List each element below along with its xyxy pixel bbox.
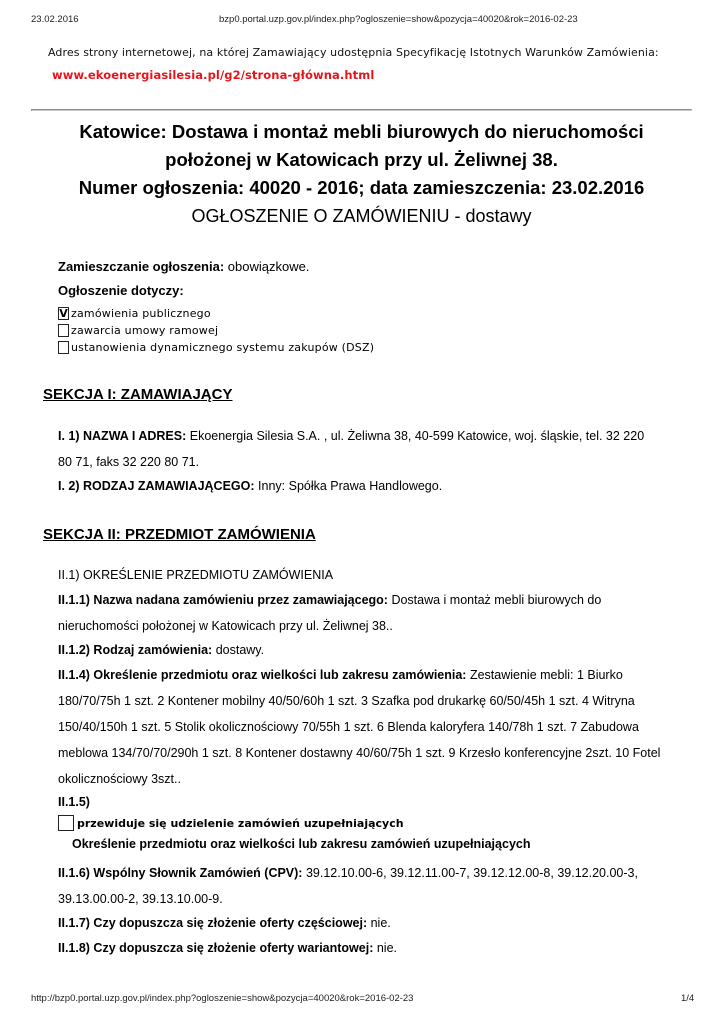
section-2-title: SEKCJA II: PRZEDMIOT ZAMÓWIENIA [43,526,316,543]
option-framework-agreement[interactable] [58,322,374,339]
order-name-label: II.1.1) Nazwa nadana zamówieniu przez zamawiającego: [58,593,388,607]
notice-title-line-2: położonej w Katowicach przy ul. Żeliwnej 38. [165,149,558,170]
publication-mode-label: Zamieszczanie ogłoszenia: [58,259,225,274]
contracting-type-label: I. 2) RODZAJ ZAMAWIAJĄCEGO: [58,479,255,493]
siwz-label: Adres strony internetowej, na której Zamawiający udostępnia Specyfikację Istotnych Warunków Zamówienia: [48,46,659,59]
order-scope-label: II.1.4) Określenie przedmiotu oraz wielkości lub zakresu zamówienia: [58,668,467,682]
notice-subtitle: OGŁOSZENIE O ZAMÓWIENIU - dostawy [191,206,532,226]
empty-checkbox-icon[interactable] [58,341,69,354]
horizontal-rule [31,109,692,111]
siwz-link[interactable]: www.ekoenergiasilesia.pl/g2/strona-główna.html [52,68,375,82]
page-number: 1/4 [681,993,695,1004]
supplementary-orders-label: II.1.5) [58,795,90,809]
concerns-options [58,305,374,356]
order-name [58,587,658,639]
order-type-label: II.1.2) Rodzaj zamówienia: [58,643,213,657]
print-header [0,14,724,28]
variant-offer-value: nie. [376,941,397,955]
section-1-name-address [58,423,658,475]
concerns-label: Ogłoszenie dotyczy: [58,283,184,298]
order-type [58,637,658,663]
option-label: zamówienia publicznego [71,307,211,320]
section-1-title: SEKCJA I: ZAMAWIAJĄCY [43,386,233,403]
supplementary-orders-heading [58,789,658,815]
partial-offer-value: nie. [370,916,391,930]
empty-checkbox-icon[interactable] [58,815,74,831]
notice-number-line: Numer ogłoszenia: 40020 - 2016; data zamieszczenia: 23.02.2016 [78,177,645,198]
option-label: ustanowienia dynamicznego systemu zakupów (DSZ) [71,341,375,354]
option-public-order[interactable] [58,305,374,322]
publication-mode [58,258,309,276]
contracting-type-value: Inny: Spółka Prawa Handlowego. [258,479,443,493]
order-name-value: Dostawa i montaż mebli biurowych do nieruchomości położonej w Katowicach przy ul. Żeliwnej 38.. [58,593,602,633]
footer-url: http://bzp0.portal.uzp.gov.pl/index.php?ogloszenie=show&pozycja=40020&rok=2016-02-23 [31,993,414,1004]
subject-heading-text: II.1) OKREŚLENIE PRZEDMIOTU ZAMÓWIENIA [58,568,334,582]
cpv-codes [58,860,658,912]
supplementary-orders-option[interactable] [58,815,404,831]
publication-mode-value: obowiązkowe. [227,259,310,274]
empty-checkbox-icon[interactable] [58,324,69,337]
order-scope-value: Zestawienie mebli: 1 Biurko 180/70/75h 1 szt. 2 Kontener mobilny 40/50/60h 1 szt. 3 Szafka pod drukarkę 60/50/45h 1 szt. 4 Witryna 150/40/150h 1 szt. 5 Stolik okolicznościowy 70/55h 1 szt. 6 Blenda kaloryfera 140/78h 1 szt. 7 Zabudowa meblowa 134/70/70/290h 1 szt. 8 Kontener dostawny 40/60/75h 1 szt. 9 Krzesło konferencyjne 2szt. 10 Fotel okolicznościowy 3szt.. [58,668,661,786]
partial-offer [58,910,658,936]
subject-heading [58,562,658,588]
option-label: zawarcia umowy ramowej [71,324,219,337]
option-dsz[interactable] [58,339,374,356]
concerns-heading [58,282,184,300]
cpv-value: 39.12.10.00-6, 39.12.11.00-7, 39.12.12.00-8, 39.12.20.00-3, 39.13.00.00-2, 39.13.10.00-9. [58,866,638,906]
checked-checkbox-icon[interactable]: V [59,307,68,320]
variant-offer-label: II.1.8) Czy dopuszcza się złożenie oferty wariantowej: [58,941,374,955]
name-address-value: Ekoenergia Silesia S.A. , ul. Żeliwna 38, 40-599 Katowice, woj. śląskie, tel. 32 220 80 71, faks 32 220 80 71. [58,429,645,469]
supplementary-orders-description: Określenie przedmiotu oraz wielkości lub zakresu zamówień uzupełniających [72,837,531,851]
print-footer [0,993,724,1007]
notice-title-line-1: Katowice: Dostawa i montaż mebli biurowych do nieruchomości [79,121,644,142]
partial-offer-label: II.1.7) Czy dopuszcza się złożenie oferty częściowej: [58,916,368,930]
notice-title-block [31,118,692,230]
order-type-value: dostawy. [215,643,265,657]
print-url: bzp0.portal.uzp.gov.pl/index.php?ogloszenie=show&pozycja=40020&rok=2016-02-23 [219,14,578,25]
print-date: 23.02.2016 [31,14,79,25]
order-scope [58,662,666,792]
name-address-label: I. 1) NAZWA I ADRES: [58,429,187,443]
variant-offer [58,935,658,961]
section-1-contracting-type [58,473,658,499]
supplementary-orders-option-label: przewiduje się udzielenie zamówień uzupełniających [77,816,404,830]
cpv-label: II.1.6) Wspólny Słownik Zamówień (CPV): [58,866,303,880]
siwz-block [48,46,708,82]
